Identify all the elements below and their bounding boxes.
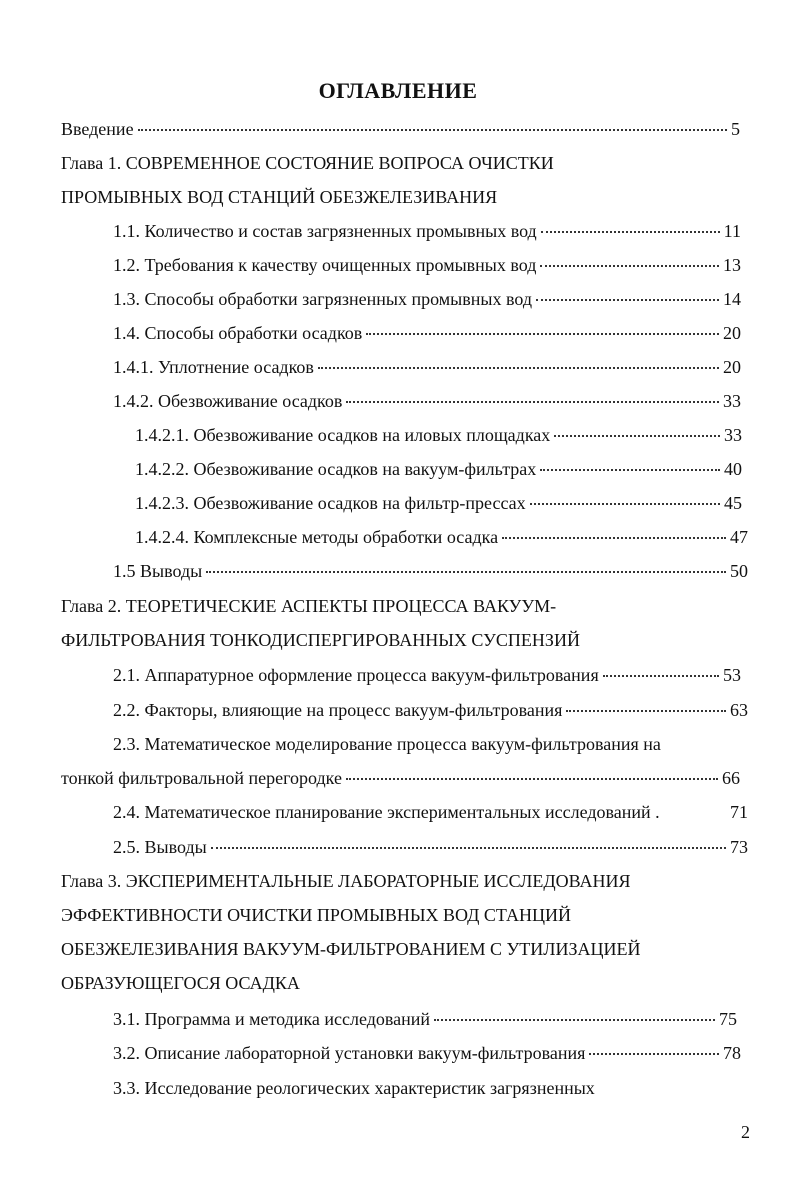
toc-entry-label: 3.2. Описание лабораторной установки вакуум-фильтрования (113, 1043, 586, 1063)
toc-entry-1-4-2[interactable] (113, 390, 741, 412)
chapter-3-heading-line-2[interactable]: ЭФФЕКТИВНОСТИ ОЧИСТКИ ПРОМЫВНЫХ ВОД СТАНЦИЙ (61, 905, 572, 925)
dot-leader (540, 265, 719, 267)
toc-entry-page: 14 (723, 289, 741, 309)
toc-entry-page: 75 (719, 1009, 737, 1029)
toc-entry-1-1[interactable] (113, 220, 741, 242)
dot-leader (346, 401, 719, 403)
dot-leader (211, 847, 726, 849)
chapter-3-heading-line-4[interactable]: ОБРАЗУЮЩЕГОСЯ ОСАДКА (61, 973, 300, 993)
toc-entry-2-4[interactable] (113, 801, 748, 823)
toc-entry-label: 1.2. Требования к качеству очищенных промывных вод (113, 255, 537, 275)
dot-leader (502, 537, 726, 539)
chapter-2-heading-line-2[interactable]: ФИЛЬТРОВАНИЯ ТОНКОДИСПЕРГИРОВАННЫХ СУСПЕНЗИЙ (61, 630, 580, 650)
dot-leader (206, 571, 726, 573)
toc-entry-page: 78 (723, 1043, 741, 1063)
dot-leader (138, 129, 727, 131)
toc-entry-intro[interactable] (61, 118, 740, 140)
dot-leader (554, 435, 720, 437)
toc-entry-2-3-line-2[interactable] (61, 767, 740, 789)
dot-leader (318, 367, 719, 369)
toc-entry-label: 2.4. Математическое планирование экспериментальных исследований . (113, 802, 660, 822)
chapter-3-heading-line-3[interactable]: ОБЕЗЖЕЛЕЗИВАНИЯ ВАКУУМ-ФИЛЬТРОВАНИЕМ С УТИЛИЗАЦИЕЙ (61, 939, 641, 959)
toc-entry-1-4-1[interactable] (113, 356, 741, 378)
toc-entry-page: 63 (730, 700, 748, 720)
toc-entry-label: 1.4.2.2. Обезвоживание осадков на вакуум-фильтрах (135, 459, 537, 479)
toc-entry-1-5[interactable] (113, 560, 748, 582)
toc-entry-page: 40 (724, 459, 742, 479)
toc-entry-label: 1.4.2.3. Обезвоживание осадков на фильтр-прессах (135, 493, 526, 513)
dot-leader (541, 231, 720, 233)
toc-entry-page: 20 (723, 323, 741, 343)
chapter-2-heading-line-1[interactable]: Глава 2. ТЕОРЕТИЧЕСКИЕ АСПЕКТЫ ПРОЦЕССА ВАКУУМ- (61, 596, 557, 616)
toc-entry-page: 73 (730, 837, 748, 857)
toc-entry-label: 1.1. Количество и состав загрязненных промывных вод (113, 221, 537, 241)
toc-entry-label: 1.4.2.4. Комплексные методы обработки осадка (135, 527, 499, 547)
page-number: 2 (741, 1122, 750, 1142)
toc-entry-label: 1.4. Способы обработки осадков (113, 323, 363, 343)
toc-entry-2-2[interactable] (113, 699, 748, 721)
dot-leader (366, 333, 719, 335)
toc-entry-page: 47 (730, 527, 748, 547)
toc-entry-2-5[interactable] (113, 836, 748, 858)
chapter-3-heading-line-1[interactable]: Глава 3. ЭКСПЕРИМЕНТАЛЬНЫЕ ЛАБОРАТОРНЫЕ ИССЛЕДОВАНИЯ (61, 871, 631, 891)
chapter-1-heading-line-1[interactable]: Глава 1. СОВРЕМЕННОЕ СОСТОЯНИЕ ВОПРОСА ОЧИСТКИ (61, 153, 554, 173)
toc-entry-2-3-line-1[interactable]: 2.3. Математическое моделирование процесса вакуум-фильтрования на (113, 734, 661, 754)
toc-entry-label: 2.1. Аппаратурное оформление процесса вакуум-фильтрования (113, 665, 599, 685)
dot-leader (566, 710, 726, 712)
toc-entry-label: Введение (61, 119, 134, 139)
toc-entry-1-4-2-2[interactable] (135, 458, 742, 480)
dot-leader (434, 1019, 715, 1021)
toc-entry-page: 53 (723, 665, 741, 685)
toc-entry-page: 50 (730, 561, 748, 581)
toc-entry-3-2[interactable] (113, 1042, 741, 1064)
toc-entry-page: 33 (724, 425, 742, 445)
toc-entry-1-4-2-4[interactable] (135, 526, 748, 548)
toc-entry-page: 66 (722, 768, 740, 788)
toc-entry-label: 3.1. Программа и методика исследований (113, 1009, 431, 1029)
toc-title: ОГЛАВЛЕНИЕ (318, 78, 478, 103)
toc-entry-page: 20 (723, 357, 741, 377)
dot-leader (530, 503, 720, 505)
toc-entry-label: 1.4.2. Обезвоживание осадков (113, 391, 343, 411)
toc-entry-1-3[interactable] (113, 288, 741, 310)
dot-leader (346, 778, 718, 780)
chapter-1-heading-line-2[interactable]: ПРОМЫВНЫХ ВОД СТАНЦИЙ ОБЕЗЖЕЛЕЗИВАНИЯ (61, 187, 498, 207)
toc-entry-3-1[interactable] (113, 1008, 737, 1030)
toc-entry-label: 1.3. Способы обработки загрязненных промывных вод (113, 289, 533, 309)
dot-leader (540, 469, 720, 471)
toc-entry-label: 1.5 Выводы (113, 561, 203, 581)
toc-entry-1-4[interactable] (113, 322, 741, 344)
dot-leader (536, 299, 719, 301)
toc-entry-page: 33 (723, 391, 741, 411)
toc-entry-page: 11 (723, 221, 741, 241)
toc-entry-label: 2.5. Выводы (113, 837, 207, 857)
toc-entry-3-3-line-1[interactable]: 3.3. Исследование реологических характеристик загрязненных (113, 1078, 595, 1098)
toc-entry-page: 45 (724, 493, 742, 513)
dot-leader (589, 1053, 719, 1055)
toc-entry-label: тонкой фильтровальной перегородке (61, 768, 342, 788)
toc-entry-label: 1.4.1. Уплотнение осадков (113, 357, 314, 377)
toc-entry-page: 71 (730, 802, 748, 822)
toc-entry-page: 5 (731, 119, 740, 139)
toc-entry-2-1[interactable] (113, 664, 741, 686)
toc-entry-1-4-2-3[interactable] (135, 492, 742, 514)
toc-entry-1-2[interactable] (113, 254, 741, 276)
toc-entry-label: 1.4.2.1. Обезвоживание осадков на иловых площадках (135, 425, 551, 445)
toc-entry-page: 13 (723, 255, 741, 275)
dot-leader (603, 675, 719, 677)
toc-entry-1-4-2-1[interactable] (135, 424, 742, 446)
toc-entry-label: 2.2. Факторы, влияющие на процесс вакуум-фильтрования (113, 700, 563, 720)
